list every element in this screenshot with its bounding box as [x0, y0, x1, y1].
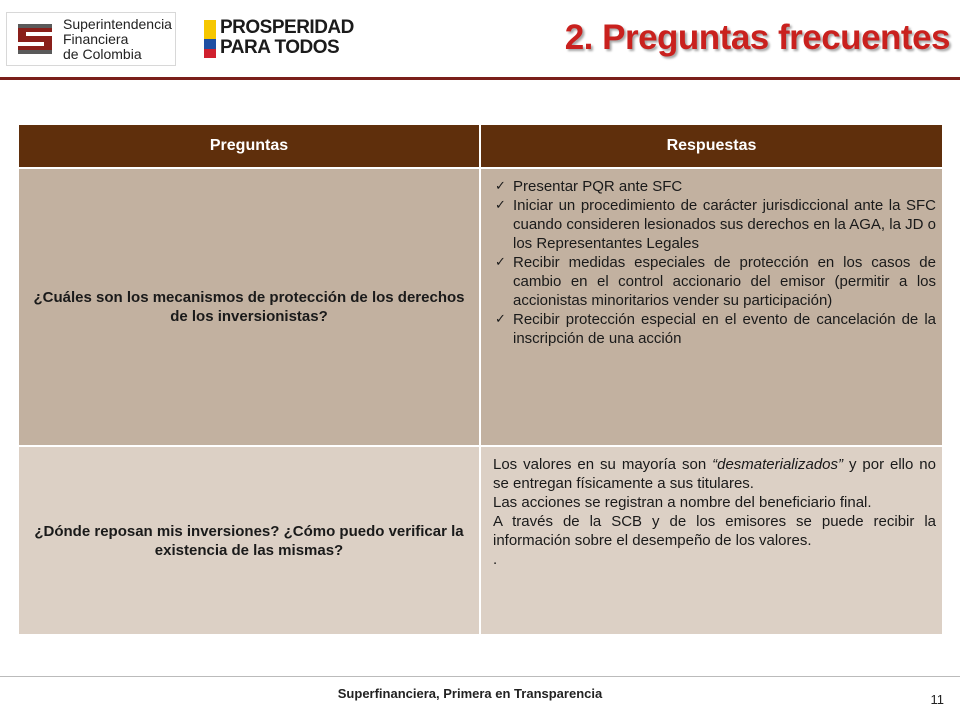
faq-table — [19, 125, 942, 634]
sfc-logo-line-2: Financiera — [63, 31, 129, 47]
column-header-answers: Respuestas — [480, 125, 942, 168]
sfc-logo-line-1: Superintendencia — [63, 16, 172, 32]
table-row — [19, 168, 942, 446]
table-row — [19, 446, 942, 634]
answer-emphasis: “desmaterializados” — [712, 456, 843, 473]
list-item: ✓ Recibir medidas especiales de protección en los casos de cambio en el control accionario del emisor (permitir a los accionistas minoritarios vender su participación) — [493, 253, 936, 310]
answer-paragraph — [493, 455, 936, 493]
question-cell: ¿Dónde reposan mis inversiones? ¿Cómo puedo verificar la existencia de las mismas? — [19, 446, 480, 634]
list-item: ✓ Presentar PQR ante SFC — [493, 177, 936, 196]
answer-paragraph: Las acciones se registran a nombre del beneficiario final. — [493, 494, 872, 511]
sfc-logo-mark-icon — [12, 18, 58, 60]
answer-cell — [480, 446, 942, 634]
prosperidad-logo — [204, 17, 354, 60]
footer-divider — [0, 676, 960, 677]
list-item: ✓ Recibir protección especial en el evento de cancelación de la inscripción de una acción — [493, 310, 936, 348]
slide-header — [0, 0, 960, 80]
answer-text: Los valores en su mayoría son — [493, 456, 713, 473]
sfc-logo-line-3: de Colombia — [63, 46, 142, 62]
faq-table-header-row — [19, 125, 942, 168]
slide-title: 2. Preguntas frecuentes — [564, 18, 950, 57]
page-number: 11 — [930, 692, 944, 707]
prosperidad-line-1: PROSPERIDAD — [220, 17, 354, 38]
answer-cell — [480, 168, 942, 446]
answer-paragraph: A través de la SCB y de los emisores se puede recibir la información sobre el desempeño de los valores. — [493, 513, 936, 549]
prosperidad-logo-text — [220, 18, 354, 58]
column-header-questions: Preguntas — [19, 125, 480, 168]
list-item: ✓ Iniciar un procedimiento de carácter jurisdiccional ante la SFC cuando consideren lesionados sus derechos en la AGA, la JD o los Representantes Legales — [493, 196, 936, 253]
prosperidad-line-2: PARA TODOS — [220, 37, 340, 58]
answer-checklist — [493, 177, 936, 348]
header-divider — [0, 77, 960, 80]
footer-tagline: Superfinanciera, Primera en Transparencia — [337, 686, 603, 701]
answer-text: y por ello no se entregan físicamente a sus titulares. — [493, 456, 936, 492]
colombia-flag-icon — [204, 20, 216, 58]
sfc-logo — [6, 12, 176, 66]
question-cell: ¿Cuáles son los mecanismos de protección de los derechos de los inversionistas? — [19, 168, 480, 446]
sfc-logo-text — [63, 17, 172, 62]
answer-paragraph: . — [493, 551, 498, 568]
